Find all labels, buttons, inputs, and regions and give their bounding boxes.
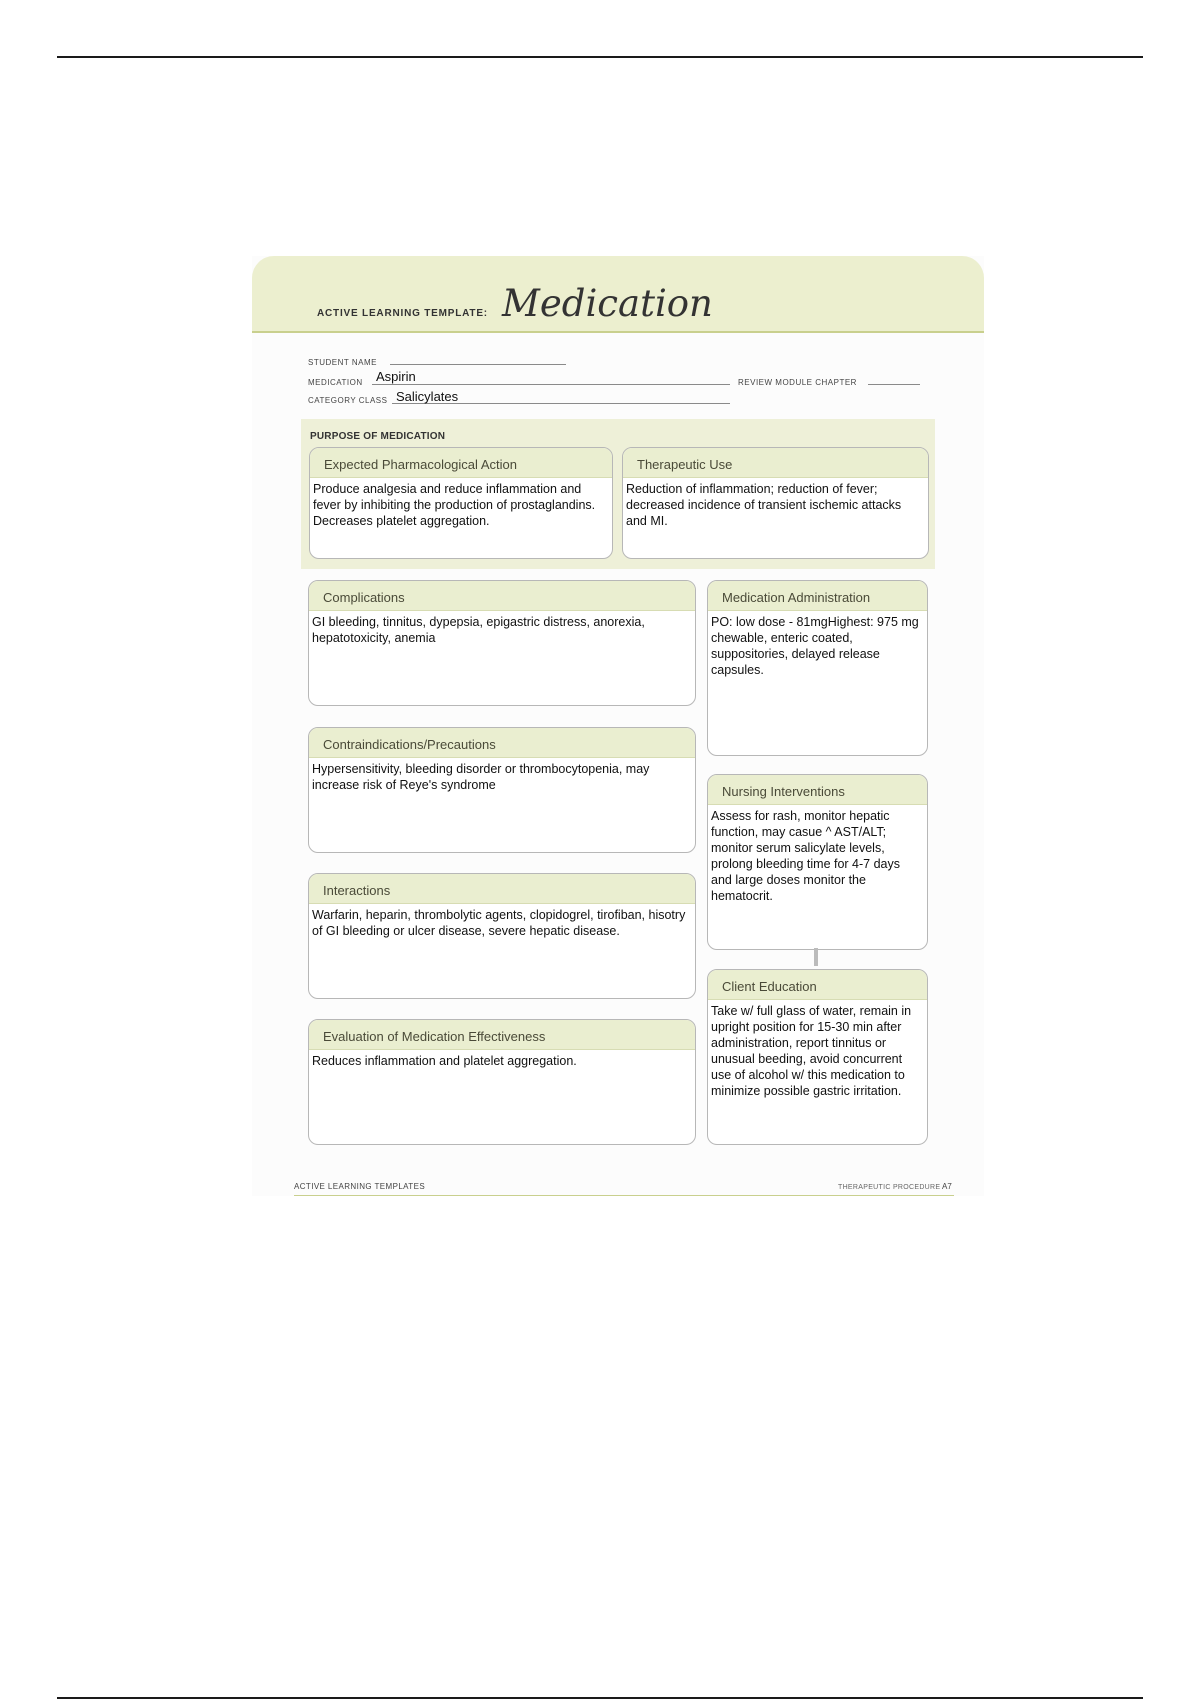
medication-value: Aspirin <box>376 369 416 384</box>
medication-label: MEDICATION <box>308 378 363 387</box>
nursing-interventions-title: Nursing Interventions <box>708 775 927 805</box>
evaluation-box <box>308 1019 696 1145</box>
interactions-box <box>308 873 696 999</box>
therapeutic-use-title: Therapeutic Use <box>623 448 928 478</box>
contraindications-box <box>308 727 696 853</box>
category-class-value: Salicylates <box>396 389 459 404</box>
expected-action-text[interactable]: Produce analgesia and reduce inflammation and fever by inhibiting the production of prostaglandins. Decreases platelet aggregation. <box>313 482 596 528</box>
purpose-label: PURPOSE OF MEDICATION <box>310 431 446 442</box>
review-module-label: REVIEW MODULE CHAPTER <box>738 378 857 387</box>
purpose-of-medication-panel <box>301 419 935 569</box>
template-header <box>252 256 984 333</box>
administration-box <box>707 580 928 756</box>
page-title: Medication <box>502 282 713 325</box>
complications-text[interactable]: GI bleeding, tinnitus, dypepsia, epigastric distress, anorexia, hepatotoxicity, anemia <box>312 615 645 645</box>
client-education-box <box>707 969 928 1145</box>
expected-action-title: Expected Pharmacological Action <box>310 448 612 478</box>
footer-page-number: A7 <box>942 1182 952 1191</box>
client-education-text[interactable]: Take w/ full glass of water, remain in upright position for 15-30 min after administration, report tinnitus or unusual beeding, avoid concurrent use of alcohol w/ this medication to minimize possible gastric irritation. <box>711 1004 912 1098</box>
student-name-label: STUDENT NAME <box>308 358 377 367</box>
footer-divider <box>294 1195 954 1196</box>
student-name-field[interactable] <box>390 364 566 365</box>
complications-title: Complications <box>309 581 695 611</box>
interactions-text[interactable]: Warfarin, heparin, thrombolytic agents, clopidogrel, tirofiban, hisotry of GI bleeding or ulcer disease, severe hepatic disease. <box>312 908 686 938</box>
interactions-title: Interactions <box>309 874 695 904</box>
top-rule <box>57 56 1143 58</box>
evaluation-title: Evaluation of Medication Effectiveness <box>309 1020 695 1050</box>
administration-text[interactable]: PO: low dose - 81mgHighest: 975 mg chewable, enteric coated, suppositories, delayed release capsules. <box>711 615 919 677</box>
box-connector <box>814 948 818 966</box>
medication-field[interactable] <box>372 384 730 385</box>
contraindications-title: Contraindications/Precautions <box>309 728 695 758</box>
nursing-interventions-box <box>707 774 928 950</box>
review-module-field[interactable] <box>868 384 920 385</box>
contraindications-text[interactable]: Hypersensitivity, bleeding disorder or thrombocytopenia, may increase risk of Reye's syndrome <box>312 762 650 792</box>
administration-title: Medication Administration <box>708 581 927 611</box>
expected-action-box <box>309 447 613 559</box>
template-label: ACTIVE LEARNING TEMPLATE: <box>317 308 488 319</box>
medication-template-sheet <box>252 256 984 1196</box>
bottom-rule <box>57 1697 1143 1699</box>
footer-left-label: ACTIVE LEARNING TEMPLATES <box>294 1182 426 1191</box>
nursing-interventions-text[interactable]: Assess for rash, monitor hepatic function, may casue ^ AST/ALT; monitor serum salicylate levels, prolong bleeding time for 4-7 days and large doses monitor the hematocrit. <box>711 809 901 903</box>
client-education-title: Client Education <box>708 970 927 1000</box>
therapeutic-use-box <box>622 447 929 559</box>
therapeutic-use-text[interactable]: Reduction of inflammation; reduction of fever; decreased incidence of transient ischemic attacks and MI. <box>626 482 902 528</box>
complications-box <box>308 580 696 706</box>
footer-right-label: THERAPEUTIC PROCEDURE <box>838 1184 941 1191</box>
evaluation-text[interactable]: Reduces inflammation and platelet aggregation. <box>312 1054 577 1068</box>
category-class-label: CATEGORY CLASS <box>308 396 388 405</box>
